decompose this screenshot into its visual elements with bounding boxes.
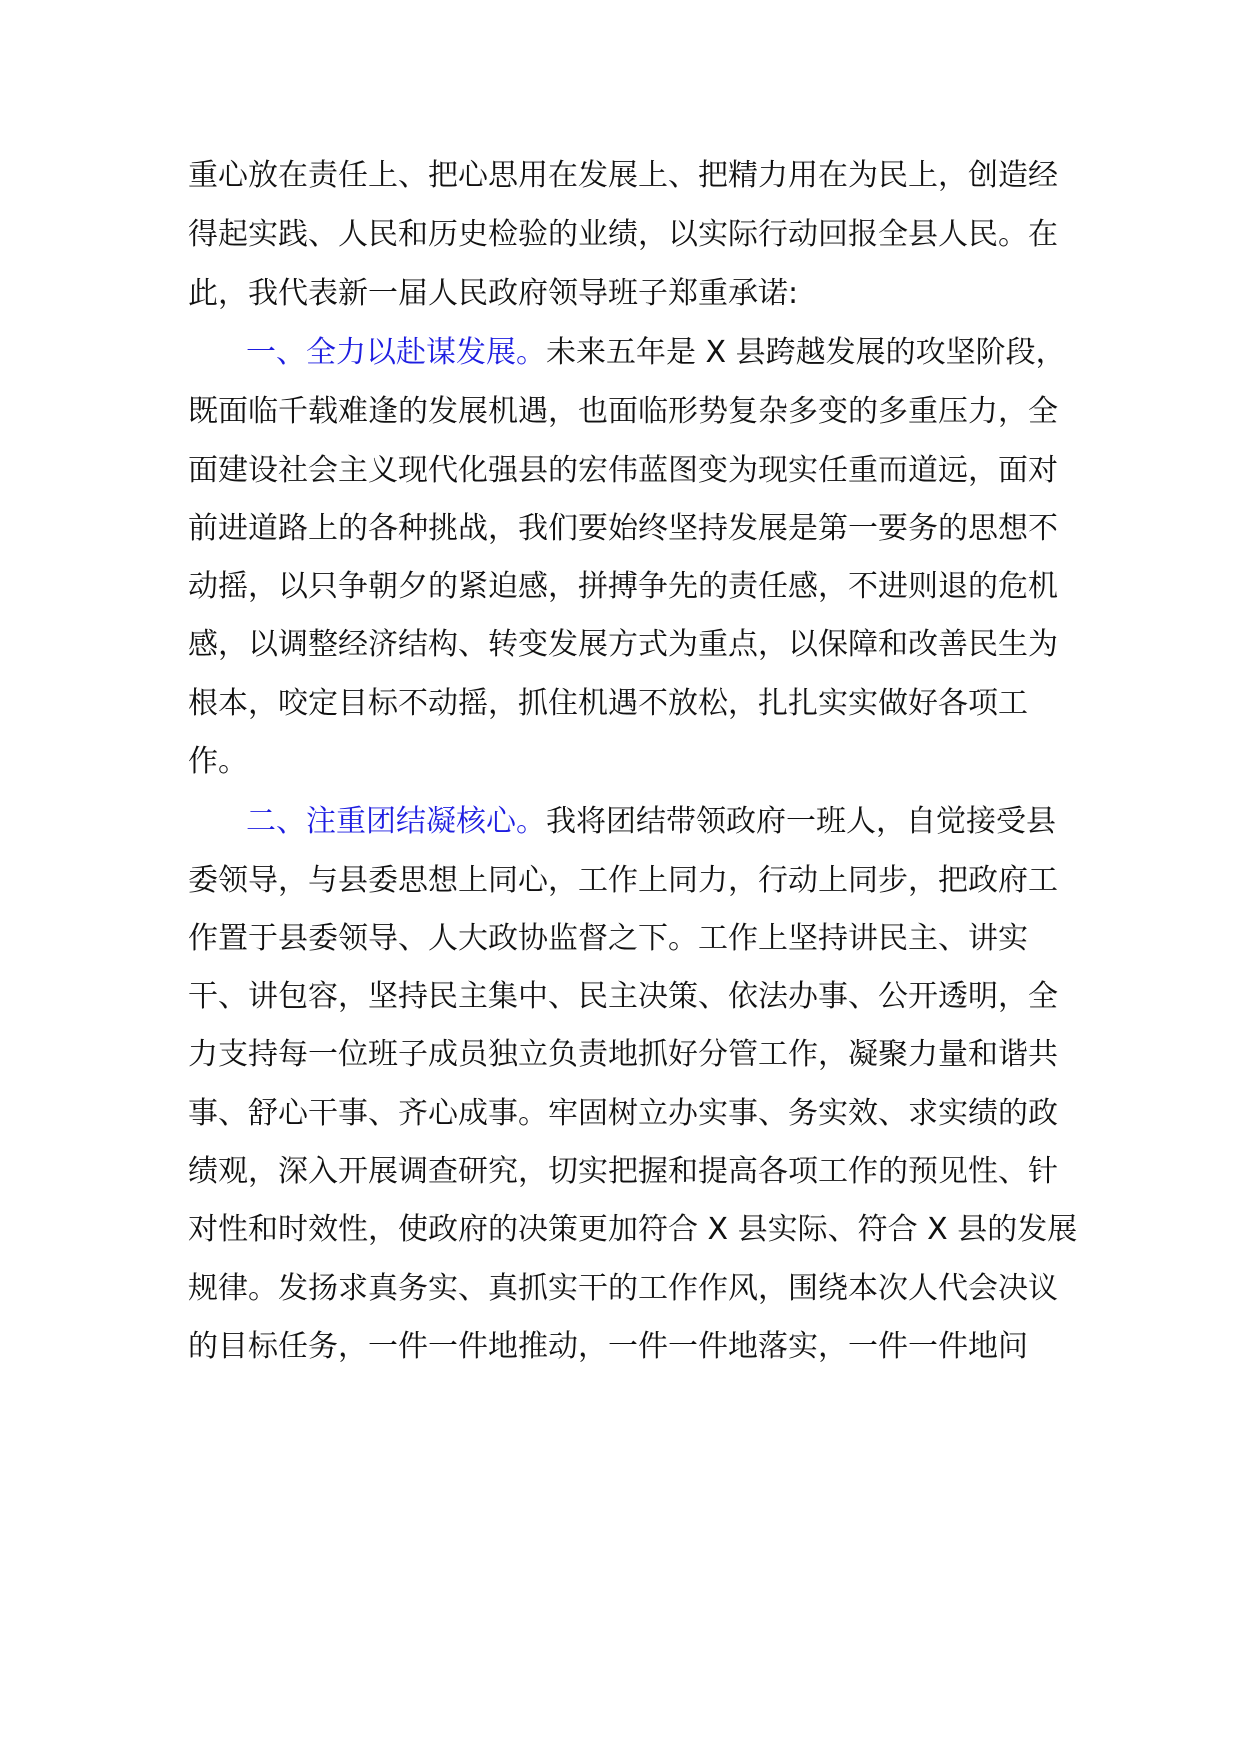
section-one-heading: 一、全力以赴谋发展。 xyxy=(246,335,546,370)
section-two-line-10: 的目标任务，一件一件地推动，一件一件地落实，一件一件地问 xyxy=(188,1329,1028,1364)
section-two-line-3: 作置于县委领导、人大政协监督之下。工作上坚持讲民主、讲实 xyxy=(188,921,1028,956)
section-two-line-6: 事、舒心干事、齐心成事。牢固树立办实事、务实效、求实绩的政 xyxy=(188,1096,1058,1131)
section-one-line-8: 作。 xyxy=(188,744,248,779)
section-one-first-line-text: 未来五年是 X 县跨越发展的攻坚阶段， xyxy=(546,335,1066,370)
section-two-first-line xyxy=(246,790,1056,854)
section-two-line-7: 绩观，深入开展调查研究，切实把握和提高各项工作的预见性、针 xyxy=(188,1154,1058,1189)
section-one-line-2: 既面临千载难逢的发展机遇，也面临形势复杂多变的多重压力，全 xyxy=(188,394,1058,429)
section-two-heading: 二、注重团结凝核心。 xyxy=(246,804,546,839)
intro-line-3: 此，我代表新一届人民政府领导班子郑重承诺: xyxy=(188,276,799,311)
section-one-line-4: 前进道路上的各种挑战，我们要始终坚持发展是第一要务的思想不 xyxy=(188,511,1058,546)
section-two-line-5: 力支持每一位班子成员独立负责地抓好分管工作，凝聚力量和谐共 xyxy=(188,1037,1058,1072)
section-two-line-2: 委领导，与县委思想上同心，工作上同力，行动上同步，把政府工 xyxy=(188,863,1058,898)
section-one-line-6: 感，以调整经济结构、转变发展方式为重点，以保障和改善民生为 xyxy=(188,627,1058,662)
section-two-line-4: 干、讲包容，坚持民主集中、民主决策、依法办事、公开透明，全 xyxy=(188,979,1058,1014)
intro-line-1: 重心放在责任上、把心思用在发展上、把精力用在为民上，创造经 xyxy=(188,158,1058,193)
section-two-line-8: 对性和时效性，使政府的决策更加符合 X 县实际、符合 X 县的发展 xyxy=(188,1212,1078,1247)
section-two-line-9: 规律。发扬求真务实、真抓实干的工作作风，围绕本次人代会决议 xyxy=(188,1271,1058,1306)
section-one-line-7: 根本，咬定目标不动摇，抓住机遇不放松，扎扎实实做好各项工 xyxy=(188,686,1028,721)
section-one-line-3: 面建设社会主义现代化强县的宏伟蓝图变为现实任重而道远，面对 xyxy=(188,453,1058,488)
section-one-first-line xyxy=(246,321,1066,385)
section-two-first-line-text: 我将团结带领政府一班人，自觉接受县 xyxy=(546,804,1056,839)
section-one-line-5: 动摇，以只争朝夕的紧迫感，拼搏争先的责任感，不进则退的危机 xyxy=(188,569,1058,604)
intro-line-2: 得起实践、人民和历史检验的业绩，以实际行动回报全县人民。在 xyxy=(188,217,1058,252)
